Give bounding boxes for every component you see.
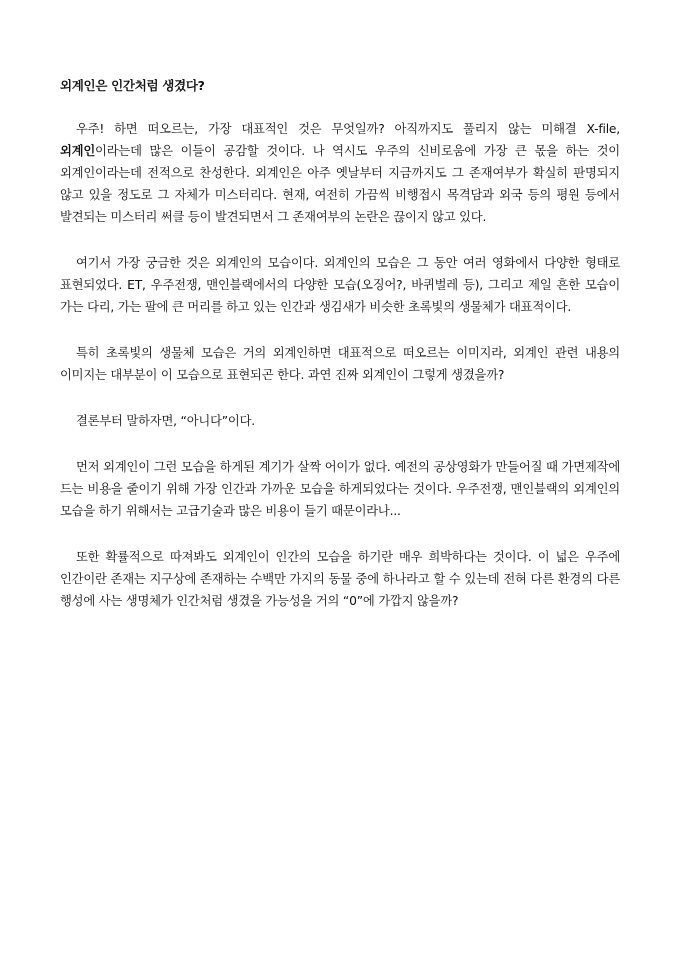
paragraph-green-creature [60, 342, 620, 386]
paragraph-conclusion-text: 결론부터 말하자면, “아니다”이다. [76, 414, 256, 428]
paragraph-intro-after: 이라는데 많은 이들이 공감할 것이다. 나 역시도 우주의 신비로움에 가장 큰 몫을 하는 것이 외계인이라는데 전적으로 찬성한다. 외계인은 아주 옛날부터 지금까지도 그 존재여부가 확실히 판명되지 않고 있을 정도로 그 자체가 미스터리다. 현재, 여전히 가끔씩 비행접시 목격담과 외국 등의 평원 등에서 발견되는 미스터리 써클 등이 발견되면서 그 존재여부의 논란은 끊이지 않고 있다. [60, 144, 620, 224]
paragraph-reason-cost [60, 456, 620, 522]
paragraph-intro-bold: 외계인 [60, 144, 96, 158]
paragraph-probability-text: 또한 확률적으로 따져봐도 외계인이 인간의 모습을 하기란 매우 희박하다는 것이다. 이 넓은 우주에 인간이란 존재는 지구상에 존재하는 수백만 가지의 동물 중에 하나라고 할 수 있는데 전혀 다른 환경의 다른 행성에 사는 생명체가 인간처럼 생겼을 가능성을 거의 “0”에 가깝지 않을까? [60, 550, 620, 608]
paragraph-intro [60, 118, 620, 228]
paragraph-intro-before: 우주! 하면 떠오르는, 가장 대표적인 것은 무엇일까? 아직까지도 풀리지 않는 미해결 X-file, [76, 122, 620, 136]
paragraph-probability [60, 546, 620, 612]
document-title: 외계인은 인간처럼 생겼다? [60, 78, 205, 93]
paragraph-appearance-text: 여기서 가장 궁금한 것은 외계인의 모습이다. 외계인의 모습은 그 동안 여러 영화에서 다양한 형태로 표현되었다. ET, 우주전쟁, 맨인블랙에서의 다양한 모습(오징어?, 바퀴벌레 등), 그리고 제일 흔한 모습이 가는 다리, 가는 팔에 큰 머리를 하고 있는 인간과 생김새가 비슷한 초록빛의 생물체가 대표적이다. [60, 256, 620, 314]
document-page [60, 76, 620, 636]
paragraph-reason-cost-text: 먼저 외계인이 그런 모습을 하게된 계기가 살짝 어이가 없다. 예전의 공상영화가 만들어질 때 가면제작에 드는 비용을 줄이기 위해 가장 인간과 가까운 모습을 하게되었다는 것이다. 우주전쟁, 맨인블랙의 외계인의 모습을 하기 위해서는 고급기술과 많은 비용이 들기 때문이라나... [60, 460, 620, 518]
paragraph-appearance [60, 252, 620, 318]
paragraph-conclusion [60, 410, 620, 432]
paragraph-green-creature-text: 특히 초록빛의 생물체 모습은 거의 외계인하면 대표적으로 떠오르는 이미지라, 외계인 관련 내용의 이미지는 대부분이 이 모습으로 표현되곤 한다. 과연 진짜 외계인이 그렇게 생겼을까? [60, 346, 620, 382]
